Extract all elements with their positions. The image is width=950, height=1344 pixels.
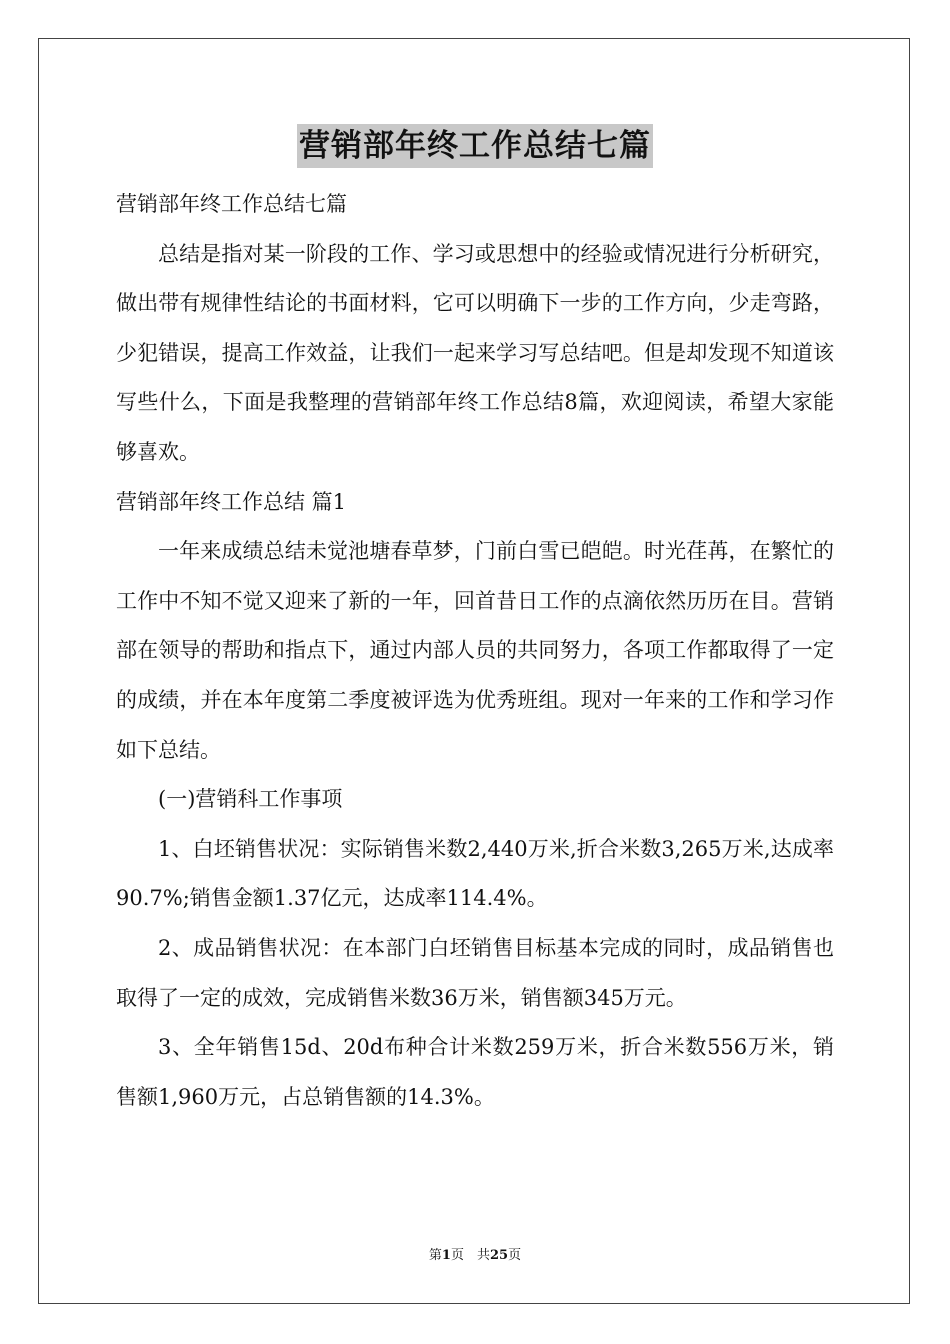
footer-current-page: 1 (441, 1248, 451, 1263)
footer-prefix: 第 (428, 1248, 442, 1263)
paragraph-item-3: 3、全年销售15d、20d布种合计米数259万米，折合米数556万米，销售额1,960万元，占总销售额的14.3%。 (116, 1035, 834, 1109)
footer-suffix: 页 (508, 1248, 522, 1263)
footer-total-pages: 25 (489, 1248, 509, 1263)
page-footer (0, 1246, 950, 1266)
title-container (0, 124, 950, 168)
footer-mid: 页 共 (450, 1248, 490, 1263)
paragraph-subheading: (一)营销科工作事项 (158, 787, 343, 812)
document-body (116, 180, 834, 1122)
paragraph-item-2: 2、成品销售状况：在本部门白坯销售目标基本完成的同时，成品销售也取得了一定的成效，完成销售米数36万米，销售额345万元。 (116, 935, 834, 1010)
paragraph-summary: 一年来成绩总结未觉池塘春草梦，门前白雪已皑皑。时光荏苒，在繁忙的工作中不知不觉又迎来了新的一年，回首昔日工作的点滴依然历历在目。营销部在领导的帮助和指点下，通过内部人员的共同努力，各项工作都取得了一定的成绩，并在本年度第二季度被评选为优秀班组。现对一年来的工作和学习作如下总结。 (116, 539, 834, 762)
document-title: 营销部年终工作总结七篇 (297, 124, 653, 168)
paragraph-heading: 营销部年终工作总结七篇 (116, 192, 347, 216)
paragraph-intro: 总结是指对某一阶段的工作、学习或思想中的经验或情况进行分析研究，做出带有规律性结论的书面材料，它可以明确下一步的工作方向，少走弯路，少犯错误，提高工作效益，让我们一起来学习写总结吧。但是却发现不知道该写些什么，下面是我整理的营销部年终工作总结8篇，欢迎阅读，希望大家能够喜欢。 (116, 241, 834, 464)
paragraph-section-heading: 营销部年终工作总结 篇1 (116, 489, 347, 514)
paragraph-item-1: 1、白坯销售状况：实际销售米数2,440万米,折合米数3,265万米,达成率90.7%;销售金额1.37亿元，达成率114.4%。 (116, 836, 834, 911)
